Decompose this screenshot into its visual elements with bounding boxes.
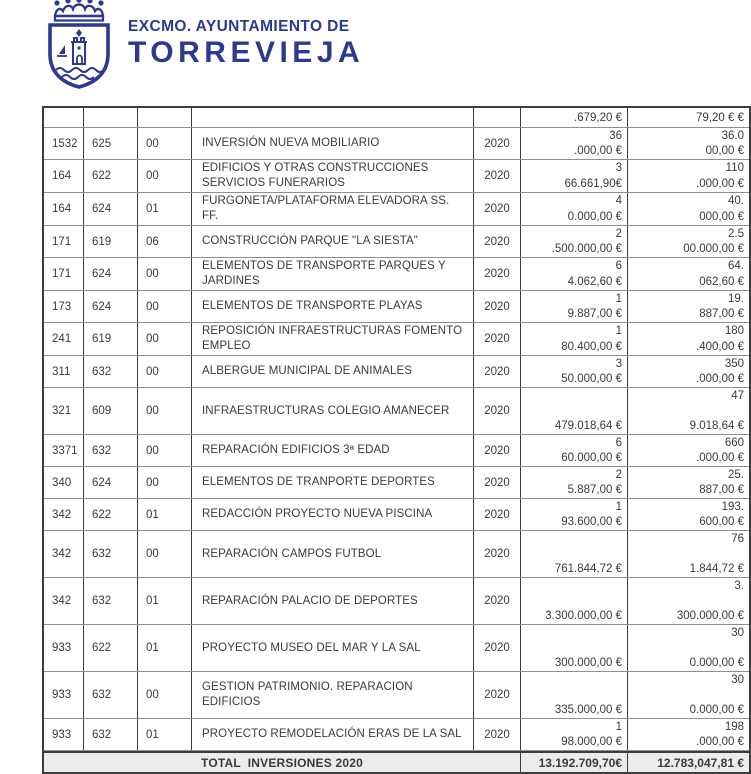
amount-1-top-fragment: 36 bbox=[609, 130, 622, 142]
program-code-cell: 342 bbox=[44, 531, 84, 577]
year-cell: 2020 bbox=[474, 291, 521, 322]
amount-2-top-fragment: 30 bbox=[731, 627, 744, 639]
table-row bbox=[44, 672, 749, 719]
amount-2-top-fragment: 350 bbox=[724, 358, 744, 370]
amount-2-bottom-fragment: 000,00 € bbox=[699, 211, 744, 223]
amount-2-bottom-fragment: 062,60 € bbox=[699, 276, 744, 288]
description-cell: ELEMENTOS DE TRANSPORTE PLAYAS bbox=[192, 291, 474, 322]
amount-1-bottom-fragment: 66.661,90€ bbox=[564, 178, 622, 190]
amount-1-top-fragment: 4 bbox=[615, 195, 622, 207]
subcode-cell: 01 bbox=[138, 193, 192, 225]
year-cell: 2020 bbox=[474, 128, 521, 159]
amount-2-cell bbox=[628, 531, 749, 577]
economic-code-cell: 624 bbox=[84, 291, 138, 322]
amount-2-top-fragment: 110 bbox=[725, 162, 744, 174]
description-cell: REPARACIÓN PALACIO DE DEPORTES bbox=[192, 578, 474, 624]
subcode-cell: 00 bbox=[138, 258, 192, 290]
amount-1-bottom-fragment: 93.600,00 € bbox=[561, 516, 622, 528]
amount-2-bottom-fragment: 0.000,00 € bbox=[689, 657, 744, 669]
program-code-cell: 933 bbox=[44, 672, 84, 718]
amount-2-bottom-fragment: 00.000,00 € bbox=[683, 243, 744, 255]
amount-1-bottom-fragment: 479.018,64 € bbox=[554, 420, 622, 432]
program-code-cell: 173 bbox=[44, 291, 84, 322]
torrevieja-crest-icon bbox=[42, 0, 116, 90]
amount-2-bottom-fragment: .000,00 € bbox=[696, 373, 744, 385]
year-cell: 2020 bbox=[474, 625, 521, 671]
amount-1-cell bbox=[521, 719, 628, 750]
year-cell: 2020 bbox=[474, 323, 521, 355]
description-cell: ELEMENTOS DE TRANPORTE DEPORTES bbox=[192, 467, 474, 498]
amount-2-top-fragment: 3. bbox=[734, 580, 744, 592]
subcode-cell: 00 bbox=[138, 356, 192, 387]
amount-2-top-fragment: 180 bbox=[724, 325, 744, 337]
table-row bbox=[44, 499, 749, 531]
economic-code-cell: 619 bbox=[84, 226, 138, 257]
economic-code-cell bbox=[84, 108, 138, 127]
program-code-cell: 3371 bbox=[44, 435, 84, 466]
amount-2-top-fragment: 193. bbox=[721, 501, 744, 513]
total-amount-2: 12.783,047,81 € bbox=[657, 755, 744, 770]
amount-1-cell bbox=[521, 578, 628, 624]
amount-2-top-fragment: 660 bbox=[724, 437, 744, 449]
amount-1-top-fragment: 3 bbox=[615, 358, 622, 370]
investments-table bbox=[42, 106, 751, 774]
amount-1-top-fragment: 2 bbox=[615, 469, 622, 481]
economic-code-cell: 632 bbox=[84, 531, 138, 577]
amount-2-cell bbox=[628, 435, 749, 466]
description-cell: CONSTRUCCIÓN PARQUE "LA SIESTA" bbox=[192, 226, 474, 257]
economic-code-cell: 622 bbox=[84, 625, 138, 671]
amount-1-cell bbox=[521, 435, 628, 466]
subcode-cell: 00 bbox=[138, 323, 192, 355]
amount-1-bottom-fragment: 0.000,00 € bbox=[567, 211, 622, 223]
subcode-cell: 01 bbox=[138, 719, 192, 750]
amount-2-bottom-fragment: 9.018,64 € bbox=[689, 420, 744, 432]
amount-1-cell bbox=[521, 128, 628, 159]
amount-2-top-fragment: 25. bbox=[728, 469, 744, 481]
year-cell: 2020 bbox=[474, 258, 521, 290]
description-cell: REPARACIÓN CAMPOS FUTBOL bbox=[192, 531, 474, 577]
amount-2-bottom-fragment: 887,00 € bbox=[699, 484, 744, 496]
program-code-cell: 1532 bbox=[44, 128, 84, 159]
description-cell: INFRAESTRUCTURAS COLEGIO AMANECER bbox=[192, 388, 474, 434]
program-code-cell: 171 bbox=[44, 226, 84, 257]
amount-2-top-fragment: 19. bbox=[728, 293, 744, 305]
year-cell: 2020 bbox=[474, 435, 521, 466]
amount-2-bottom-fragment: 00,00 € bbox=[705, 145, 744, 157]
table-row bbox=[44, 578, 749, 625]
amount-1-bottom-fragment: 9.887,00 € bbox=[567, 308, 622, 320]
amount-1-bottom-fragment: .679,20 € bbox=[574, 111, 622, 124]
amount-1-bottom-fragment: .500.000,00 € bbox=[551, 243, 622, 255]
description-cell: REPARACIÓN EDIFICIOS 3ª EDAD bbox=[192, 435, 474, 466]
amount-1-bottom-fragment: 98.000,00 € bbox=[561, 736, 622, 748]
amount-1-bottom-fragment: 3.300.000,00 € bbox=[545, 610, 622, 622]
table-row bbox=[44, 193, 749, 226]
amount-2-top-fragment: 30 bbox=[731, 674, 744, 686]
amount-2-top-fragment: 47 bbox=[731, 390, 744, 402]
amount-1-bottom-fragment: 60.000,00 € bbox=[561, 452, 622, 464]
table-row bbox=[44, 625, 749, 672]
amount-1-bottom-fragment: .000,00 € bbox=[574, 145, 622, 157]
program-code-cell: 933 bbox=[44, 719, 84, 750]
subcode-cell: 00 bbox=[138, 160, 192, 192]
amount-1-cell bbox=[521, 356, 628, 387]
year-cell: 2020 bbox=[474, 672, 521, 718]
amount-2-cell bbox=[628, 625, 749, 671]
amount-1-bottom-fragment: 5.887,00 € bbox=[567, 484, 622, 496]
amount-2-cell bbox=[628, 258, 749, 290]
program-code-cell: 311 bbox=[44, 356, 84, 387]
economic-code-cell: 632 bbox=[84, 672, 138, 718]
program-code-cell: 241 bbox=[44, 323, 84, 355]
program-code-cell: 321 bbox=[44, 388, 84, 434]
amount-1-cell bbox=[521, 672, 628, 718]
total-row bbox=[44, 751, 749, 774]
amount-2-bottom-fragment: 0.000,00 € bbox=[689, 704, 744, 716]
subcode-cell bbox=[138, 108, 192, 127]
amount-2-bottom-fragment: 300.000,00 € bbox=[676, 610, 744, 622]
amount-1-top-fragment: 1 bbox=[615, 501, 622, 513]
amount-2-cell bbox=[628, 578, 749, 624]
amount-2-bottom-fragment: .000,00 € bbox=[696, 452, 744, 464]
amount-2-bottom-fragment: 1.844,72 € bbox=[689, 563, 744, 575]
amount-1-cell bbox=[521, 108, 628, 127]
amount-1-top-fragment: 6 bbox=[615, 260, 622, 272]
amount-1-cell bbox=[521, 531, 628, 577]
year-cell: 2020 bbox=[474, 719, 521, 750]
amount-1-cell bbox=[521, 323, 628, 355]
amount-1-bottom-fragment: 50.000,00 € bbox=[561, 373, 622, 385]
amount-2-bottom-fragment: 887,00 € bbox=[699, 308, 744, 320]
year-cell: 2020 bbox=[474, 531, 521, 577]
description-cell: PROYECTO MUSEO DEL MAR Y LA SAL bbox=[192, 625, 474, 671]
amount-1-bottom-fragment: 335.000,00 € bbox=[554, 704, 622, 716]
amount-2-top-fragment: 36.0 bbox=[721, 130, 744, 142]
year-cell: 2020 bbox=[474, 356, 521, 387]
amount-1-cell bbox=[521, 388, 628, 434]
description-cell bbox=[192, 108, 474, 127]
economic-code-cell: 632 bbox=[84, 435, 138, 466]
program-code-cell bbox=[44, 108, 84, 127]
amount-2-bottom-fragment: .000,00 € bbox=[696, 178, 744, 190]
economic-code-cell: 625 bbox=[84, 128, 138, 159]
table-row bbox=[44, 531, 749, 578]
amount-2-cell bbox=[628, 467, 749, 498]
description-cell: FURGONETA/PLATAFORMA ELEVADORA SS. FF. bbox=[192, 193, 474, 225]
table-row bbox=[44, 719, 749, 751]
subcode-cell: 00 bbox=[138, 128, 192, 159]
amount-2-cell bbox=[628, 719, 749, 750]
description-cell: REDACCIÓN PROYECTO NUEVA PISCINA bbox=[192, 499, 474, 530]
program-code-cell: 171 bbox=[44, 258, 84, 290]
program-code-cell: 164 bbox=[44, 193, 84, 225]
amount-1-bottom-fragment: 300.000,00 € bbox=[554, 657, 622, 669]
program-code-cell: 933 bbox=[44, 625, 84, 671]
amount-2-top-fragment: 198 bbox=[724, 721, 744, 733]
year-cell: 2020 bbox=[474, 467, 521, 498]
subcode-cell: 01 bbox=[138, 499, 192, 530]
year-cell: 2020 bbox=[474, 160, 521, 192]
org-name-line1: EXCMO. AYUNTAMIENTO DE bbox=[128, 18, 350, 35]
economic-code-cell: 632 bbox=[84, 356, 138, 387]
brand-name bbox=[128, 18, 364, 69]
program-code-cell: 340 bbox=[44, 467, 84, 498]
amount-2-cell bbox=[628, 672, 749, 718]
amount-1-cell bbox=[521, 291, 628, 322]
economic-code-cell: 632 bbox=[84, 719, 138, 750]
table-row bbox=[44, 388, 749, 435]
brand-header bbox=[0, 0, 750, 100]
amount-1-bottom-fragment: 80.400,00 € bbox=[561, 341, 622, 353]
org-name-line2: TORREVIEJA bbox=[128, 36, 365, 69]
amount-2-top-fragment: 40. bbox=[728, 195, 744, 207]
description-cell: EDIFICIOS Y OTRAS CONSTRUCCIONES SERVICIOS FUNERARIOS bbox=[192, 160, 474, 192]
table-row bbox=[44, 258, 749, 291]
amount-2-cell bbox=[628, 193, 749, 225]
year-cell: 2020 bbox=[474, 499, 521, 530]
program-code-cell: 164 bbox=[44, 160, 84, 192]
amount-1-top-fragment: 6 bbox=[615, 437, 622, 449]
subcode-cell: 00 bbox=[138, 291, 192, 322]
subcode-cell: 06 bbox=[138, 226, 192, 257]
program-code-cell: 342 bbox=[44, 578, 84, 624]
table-row bbox=[44, 435, 749, 467]
amount-1-top-fragment: 1 bbox=[615, 325, 622, 337]
year-cell: 2020 bbox=[474, 388, 521, 434]
amount-1-top-fragment: 2 bbox=[615, 228, 622, 240]
year-cell: 2020 bbox=[474, 226, 521, 257]
amount-1-cell bbox=[521, 193, 628, 225]
table-row bbox=[44, 467, 749, 499]
amount-2-cell bbox=[628, 160, 749, 192]
year-cell: 2020 bbox=[474, 193, 521, 225]
amount-1-bottom-fragment: 4.062,60 € bbox=[567, 276, 622, 288]
amount-2-cell bbox=[628, 226, 749, 257]
subcode-cell: 00 bbox=[138, 672, 192, 718]
subcode-cell: 00 bbox=[138, 531, 192, 577]
description-cell: PROYECTO REMODELACIÓN ERAS DE LA SAL bbox=[192, 719, 474, 750]
amount-1-top-fragment: 1 bbox=[615, 721, 622, 733]
amount-2-cell bbox=[628, 291, 749, 322]
amount-2-cell bbox=[628, 388, 749, 434]
year-cell: 2020 bbox=[474, 578, 521, 624]
table-row bbox=[44, 160, 749, 193]
amount-2-bottom-fragment: 79,20 € € bbox=[696, 111, 744, 124]
amount-2-cell bbox=[628, 356, 749, 387]
description-cell: ELEMENTOS DE TRANSPORTE PARQUES Y JARDINES bbox=[192, 258, 474, 290]
table-row bbox=[44, 356, 749, 388]
table-row bbox=[44, 128, 749, 160]
total-amount-1: 13.192.709,70€ bbox=[521, 753, 628, 772]
subcode-cell: 01 bbox=[138, 625, 192, 671]
description-cell: REPOSICIÓN INFRAESTRUCTURAS FOMENTO EMPLEO bbox=[192, 323, 474, 355]
amount-2-top-fragment: 64. bbox=[728, 260, 744, 272]
amount-1-cell bbox=[521, 160, 628, 192]
program-code-cell: 342 bbox=[44, 499, 84, 530]
amount-2-cell bbox=[628, 128, 749, 159]
subcode-cell: 00 bbox=[138, 435, 192, 466]
subcode-cell: 00 bbox=[138, 388, 192, 434]
amount-2-bottom-fragment: 600,00 € bbox=[699, 516, 744, 528]
total-label: TOTAL INVERSIONES 2020 bbox=[44, 753, 521, 772]
subcode-cell: 00 bbox=[138, 467, 192, 498]
economic-code-cell: 622 bbox=[84, 499, 138, 530]
table-row bbox=[44, 323, 749, 356]
amount-1-top-fragment: 1 bbox=[615, 293, 622, 305]
economic-code-cell: 619 bbox=[84, 323, 138, 355]
economic-code-cell: 624 bbox=[84, 193, 138, 225]
economic-code-cell: 624 bbox=[84, 467, 138, 498]
amount-2-bottom-fragment: .000,00 € bbox=[696, 736, 744, 748]
description-cell: ALBERGUE MUNICIPAL DE ANIMALES bbox=[192, 356, 474, 387]
year-cell bbox=[474, 108, 521, 127]
amount-2-cell bbox=[628, 323, 749, 355]
economic-code-cell: 632 bbox=[84, 578, 138, 624]
economic-code-cell: 622 bbox=[84, 160, 138, 192]
table-row bbox=[44, 108, 749, 128]
amount-2-bottom-fragment: .400,00 € bbox=[696, 341, 744, 353]
description-cell: INVERSIÓN NUEVA MOBILIARIO bbox=[192, 128, 474, 159]
amount-1-cell bbox=[521, 499, 628, 530]
amount-1-top-fragment: 3 bbox=[615, 162, 622, 174]
economic-code-cell: 624 bbox=[84, 258, 138, 290]
amount-1-cell bbox=[521, 258, 628, 290]
amount-1-cell bbox=[521, 467, 628, 498]
amount-2-cell bbox=[628, 499, 749, 530]
amount-2-top-fragment: 76 bbox=[731, 533, 744, 545]
amount-2-cell bbox=[628, 108, 749, 127]
amount-1-bottom-fragment: 761.844,72 € bbox=[554, 563, 622, 575]
subcode-cell: 01 bbox=[138, 578, 192, 624]
table-row bbox=[44, 226, 749, 258]
amount-1-cell bbox=[521, 625, 628, 671]
description-cell: GESTION PATRIMONIO. REPARACION EDIFICIOS bbox=[192, 672, 474, 718]
economic-code-cell: 609 bbox=[84, 388, 138, 434]
amount-2-top-fragment: 2.5 bbox=[728, 228, 744, 240]
amount-1-cell bbox=[521, 226, 628, 257]
table-row bbox=[44, 291, 749, 323]
